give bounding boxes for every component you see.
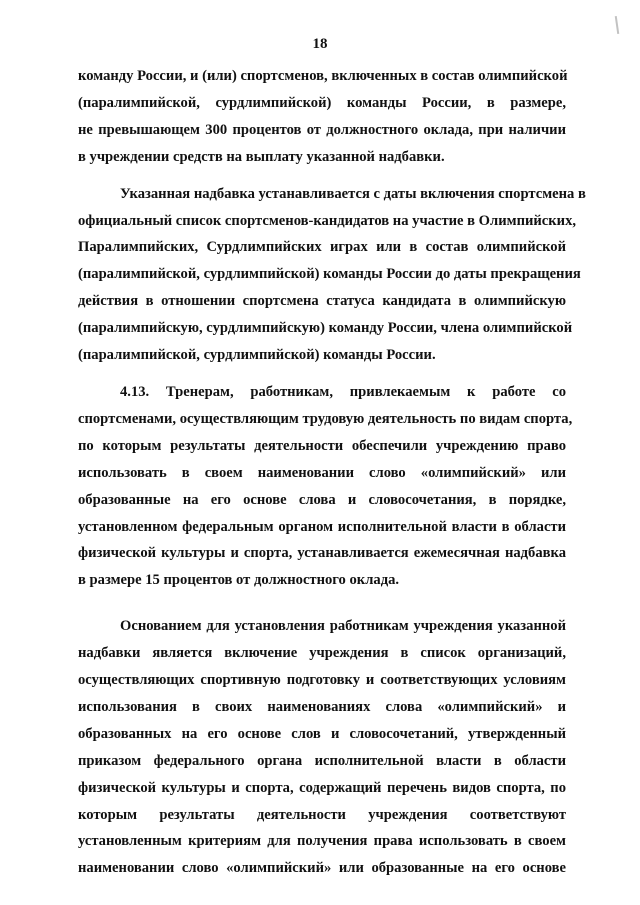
paragraph-4 xyxy=(78,613,566,882)
text-line: приказом федерального органа исполнительной власти в области xyxy=(78,752,566,769)
text-line: по которым результаты деятельности обеспечили учреждению право xyxy=(78,437,566,454)
text-line: использования в своих наименованиях слова «олимпийский» и xyxy=(78,698,566,715)
text-line: надбавки является включение учреждения в список организаций, xyxy=(78,645,566,662)
text-line: (паралимпийской, сурдлимпийской) команды России до даты прекращения xyxy=(78,266,581,283)
paragraph-1 xyxy=(78,63,566,171)
text-line: физической культуры и спорта, содержащий перечень видов спорта, по xyxy=(78,779,566,796)
text-line: Указанная надбавка устанавливается с даты включения спортсмена в xyxy=(120,185,586,202)
text-line: (паралимпийской, сурдлимпийской) команды России, в размере, xyxy=(78,94,566,111)
page-number: 18 xyxy=(312,36,328,52)
paragraph-3 xyxy=(78,379,573,594)
text-line: наименовании слово «олимпийский» или образованные на его основе xyxy=(78,860,566,877)
text-line: которым результаты деятельности учреждения соответствуют xyxy=(78,806,566,823)
scan-mark xyxy=(615,16,619,34)
text-line: Основанием для установления работникам учреждения указанной xyxy=(120,618,566,635)
text-line: установленном федеральным органом исполнительной власти в области xyxy=(78,518,566,535)
text-line: команду России, и (или) спортсменов, включенных в состав олимпийской xyxy=(78,68,568,84)
text-line: физической культуры и спорта, устанавливается ежемесячная надбавка xyxy=(78,545,566,562)
text-line: в учреждении средств на выплату указанной надбавки. xyxy=(78,148,445,165)
text-line: образованные на его основе слова и словосочетания, в порядке, xyxy=(78,491,566,508)
text-line: образованных на его основе слов и словосочетаний, утвержденный xyxy=(78,725,566,742)
text-line: (паралимпийской, сурдлимпийской) команды России. xyxy=(78,347,436,364)
text-line: использовать в своем наименовании слово «олимпийский» или xyxy=(78,464,566,481)
text-line: официальный список спортсменов-кандидатов на участие в Олимпийских, xyxy=(78,212,577,229)
document-body xyxy=(78,63,586,882)
text-line: установленным критериям для получения права использовать в своем xyxy=(78,833,566,850)
paragraph-2 xyxy=(78,181,586,369)
text-line: спортсменами, осуществляющим трудовую деятельность по видам спорта, xyxy=(78,410,573,427)
text-line: Паралимпийских, Сурдлимпийских играх или в состав олимпийской xyxy=(78,239,566,256)
text-line: осуществляющих спортивную подготовку и соответствующих условиям xyxy=(78,672,566,689)
text-line: (паралимпийскую, сурдлимпийскую) команду России, члена олимпийской xyxy=(78,320,573,337)
text-line: действия в отношении спортсмена статуса кандидата в олимпийскую xyxy=(78,293,566,310)
text-line: не превышающем 300 процентов от должностного оклада, при наличии xyxy=(78,121,566,138)
text-line: 4.13. Тренерам, работникам, привлекаемым к работе со xyxy=(120,383,566,400)
text-line: в размере 15 процентов от должностного оклада. xyxy=(78,572,400,589)
